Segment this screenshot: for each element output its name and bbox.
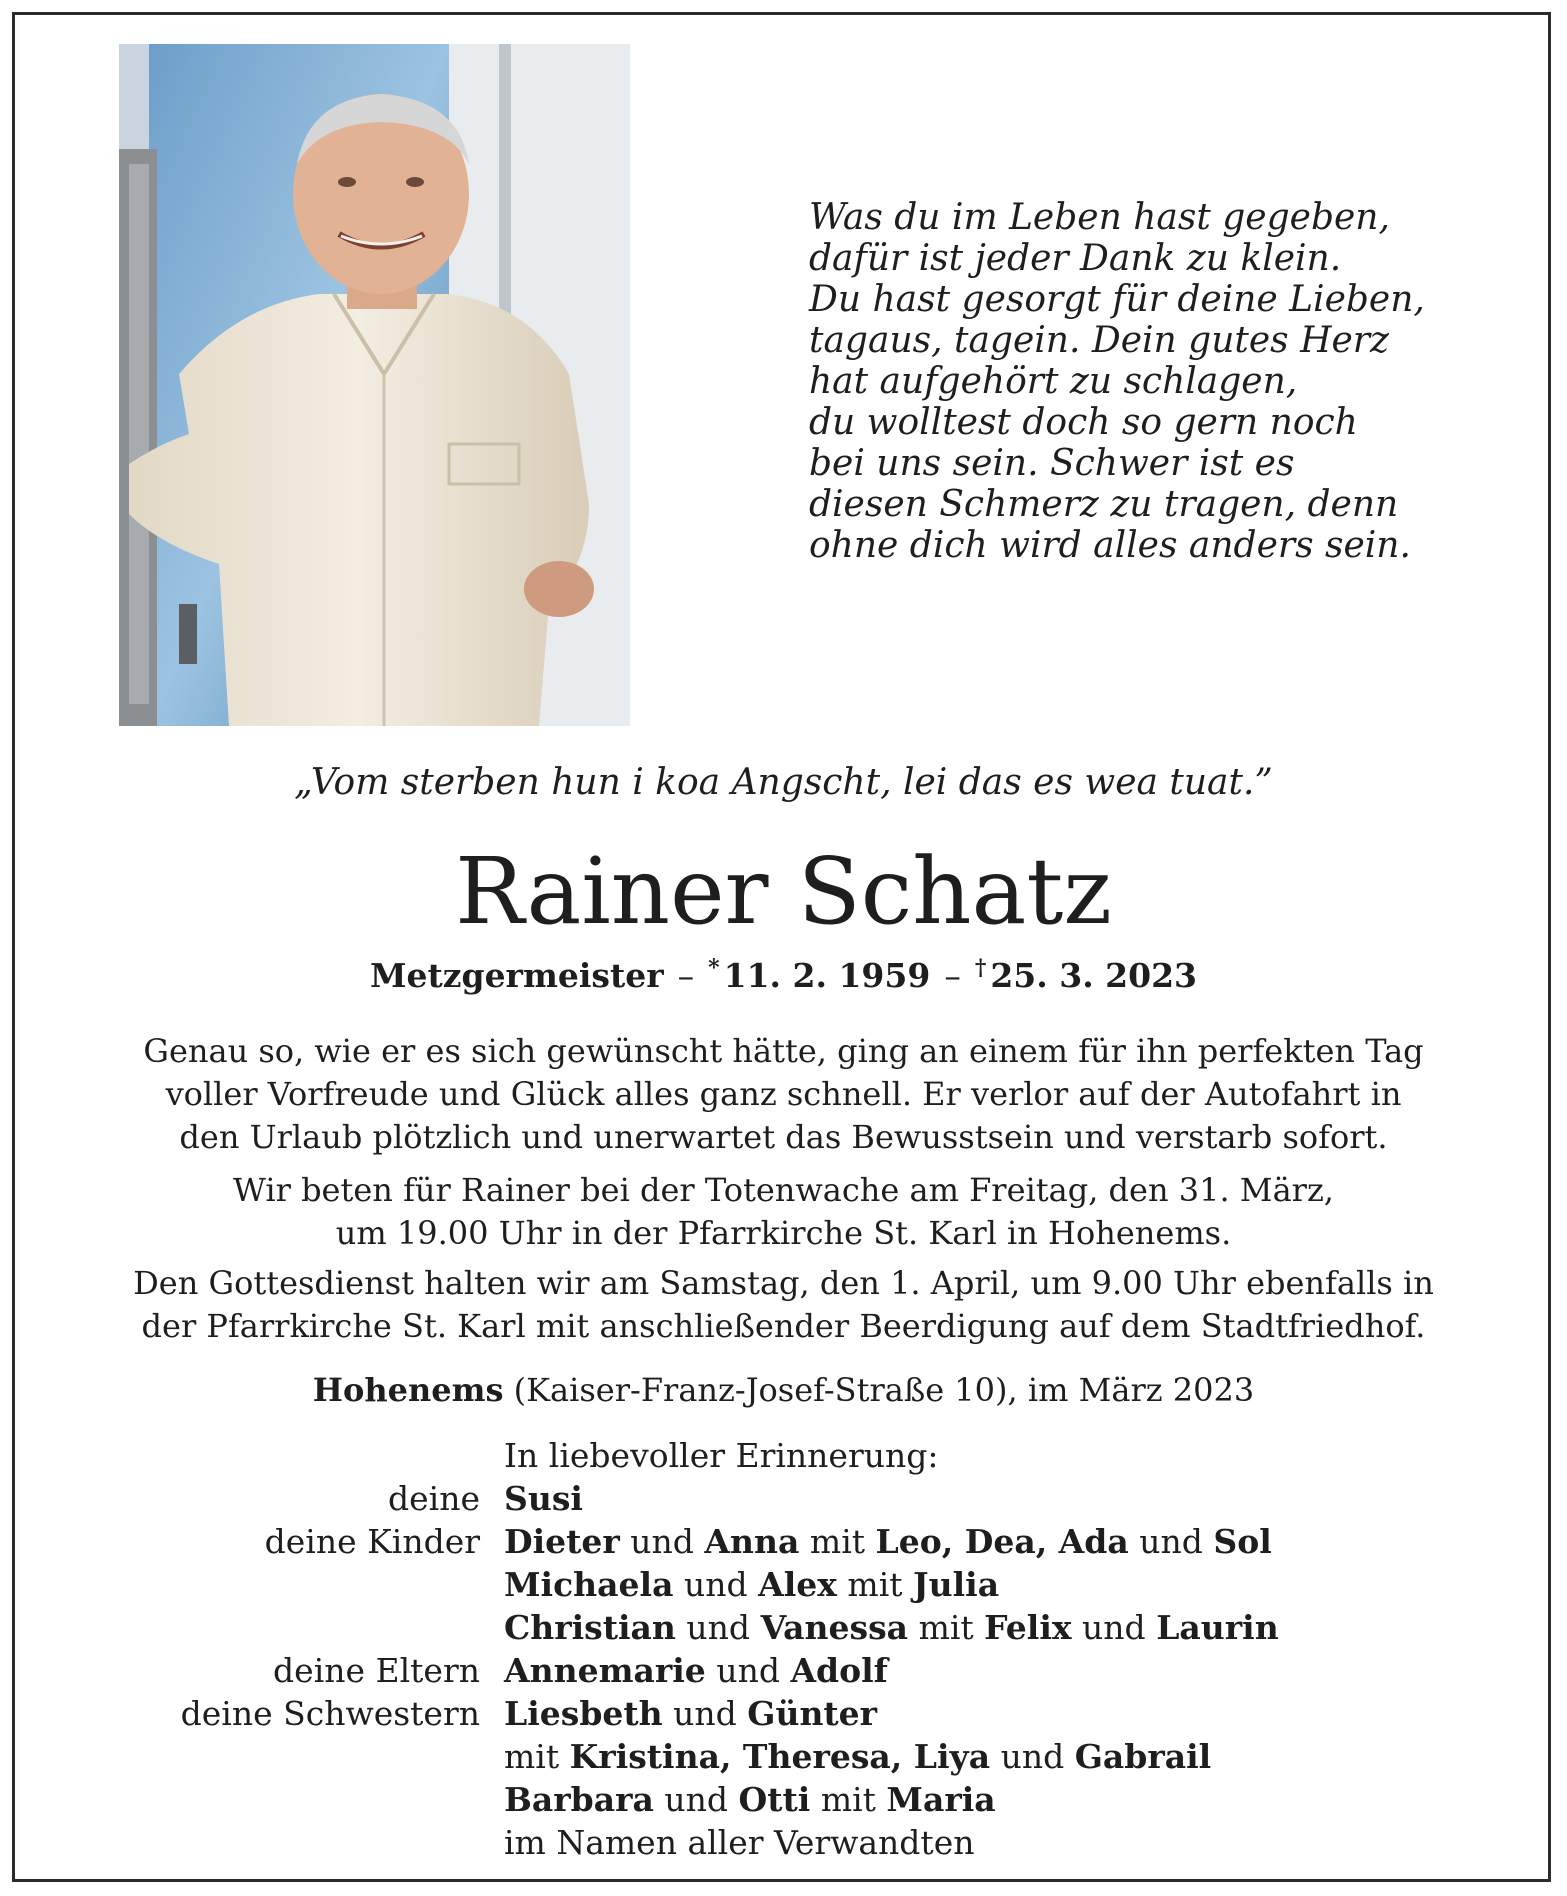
- signer-name: Annemarie: [504, 1651, 706, 1690]
- paragraph-wake: [80, 1169, 1487, 1255]
- poem-line: Was du im Leben hast gegeben,: [809, 197, 1390, 238]
- signer-name: Leo, Dea, Ada: [875, 1522, 1129, 1561]
- paragraph-line: den Urlaub plötzlich und unerwartet das Bewusstsein und verstarb sofort.: [179, 1118, 1388, 1156]
- paragraph-line: Wir beten für Rainer bei der Totenwache am Freitag, den 31. März,: [233, 1171, 1334, 1209]
- paragraph-line: Den Gottesdienst halten wir am Samstag, den 1. April, um 9.00 Uhr ebenfalls in: [133, 1264, 1434, 1302]
- signer-name: Laurin: [1156, 1608, 1279, 1647]
- place-address-date: (Kaiser-Franz-Josef-Straße 10), im März 2023: [513, 1371, 1255, 1409]
- signer-name: Julia: [913, 1565, 1000, 1604]
- portrait-photo: [119, 44, 630, 726]
- paragraph-passing: [80, 1030, 1487, 1159]
- poem-line: ohne dich wird alles anders sein.: [809, 525, 1411, 566]
- signers-row: deine Eltern Annemarie und Adolf: [0, 1649, 1567, 1692]
- signer-name: Günter: [747, 1694, 878, 1733]
- signer-name: Maria: [886, 1780, 996, 1819]
- signers-row: deine Schwestern Liesbeth und Günter: [0, 1692, 1567, 1735]
- signers-row: [0, 1434, 1567, 1477]
- paragraph-line: Genau so, wie er es sich gewünscht hätte, ging an einem für ihn perfekten Tag: [143, 1032, 1424, 1070]
- poem-line: diesen Schmerz zu tragen, denn: [809, 484, 1399, 525]
- separator: –: [944, 956, 961, 995]
- signer-name: Otti: [738, 1780, 811, 1819]
- dialect-quote: „Vom sterben hun i koa Angscht, lei das es wea tuat.”: [294, 762, 1273, 803]
- paragraph-service: [80, 1262, 1487, 1348]
- signer-name: Felix: [984, 1608, 1072, 1647]
- signer-label: deine: [388, 1479, 480, 1518]
- paragraph-line: der Pfarrkirche St. Karl mit anschließender Beerdigung auf dem Stadtfriedhof.: [141, 1307, 1426, 1345]
- poem-line: du wolltest doch so gern noch: [809, 402, 1358, 443]
- signers-row: Barbara und Otti mit Maria: [504, 1780, 996, 1819]
- signers-intro: In liebevoller Erinnerung:: [504, 1436, 939, 1475]
- signer-name: Kristina, Theresa, Liya: [569, 1737, 991, 1776]
- paragraph-line: um 19.00 Uhr in der Pfarrkirche St. Karl in Hohenems.: [335, 1214, 1232, 1252]
- signer-name: Anna: [704, 1522, 800, 1561]
- signer-name: Gabrail: [1074, 1737, 1212, 1776]
- signers-block: [0, 1434, 1567, 1864]
- portrait-illustration: [119, 44, 630, 726]
- signer-name: Vanessa: [760, 1608, 909, 1647]
- signer-name: Michaela: [504, 1565, 674, 1604]
- signer-name: Sol: [1213, 1522, 1272, 1561]
- signers-row: [0, 1477, 1567, 1520]
- birth-date: 11. 2. 1959: [723, 956, 931, 995]
- signers-closing: im Namen aller Verwandten: [504, 1823, 975, 1862]
- life-dates-line: [0, 955, 1567, 995]
- paragraph-line: voller Vorfreude und Glück alles ganz schnell. Er verlor auf der Autofahrt in: [165, 1075, 1402, 1113]
- poem-line: tagaus, tagein. Dein gutes Herz: [809, 320, 1389, 361]
- signers-row: deine Kinder Dieter und Anna mit Leo, Dea, Ada und Sol: [0, 1520, 1567, 1563]
- signer-name: Adolf: [790, 1651, 888, 1690]
- signers-row: Michaela und Alex mit Julia: [504, 1565, 1000, 1604]
- signer-name: Dieter: [504, 1522, 620, 1561]
- deceased-name: Rainer Schatz: [455, 838, 1112, 945]
- signers-row: Christian und Vanessa mit Felix und Laurin: [504, 1608, 1279, 1647]
- poem-line: Du hast gesorgt für deine Lieben,: [809, 279, 1425, 320]
- signer-name: Susi: [504, 1479, 583, 1518]
- death-symbol: †: [974, 955, 987, 981]
- birth-symbol: *: [708, 955, 720, 981]
- signer-label: deine Eltern: [273, 1651, 480, 1690]
- separator: –: [677, 956, 695, 995]
- signer-label: deine Schwestern: [180, 1694, 480, 1733]
- signer-name: Barbara: [504, 1780, 654, 1819]
- signers-row: mit Kristina, Theresa, Liya und Gabrail: [504, 1737, 1212, 1776]
- death-date: 25. 3. 2023: [990, 956, 1198, 995]
- place-city: Hohenems: [312, 1371, 504, 1409]
- poem-line: hat aufgehört zu schlagen,: [809, 361, 1298, 402]
- place-date-line: [0, 1371, 1567, 1409]
- signers-row: [0, 1821, 1567, 1864]
- signer-name: Christian: [504, 1608, 676, 1647]
- signer-label: deine Kinder: [264, 1522, 480, 1561]
- signer-name: Liesbeth: [504, 1694, 663, 1733]
- profession: Metzgermeister: [369, 956, 664, 995]
- poem-line: dafür ist jeder Dank zu klein.: [809, 238, 1342, 279]
- poem: [809, 197, 1509, 566]
- signer-name: Alex: [758, 1565, 837, 1604]
- poem-line: bei uns sein. Schwer ist es: [809, 443, 1295, 484]
